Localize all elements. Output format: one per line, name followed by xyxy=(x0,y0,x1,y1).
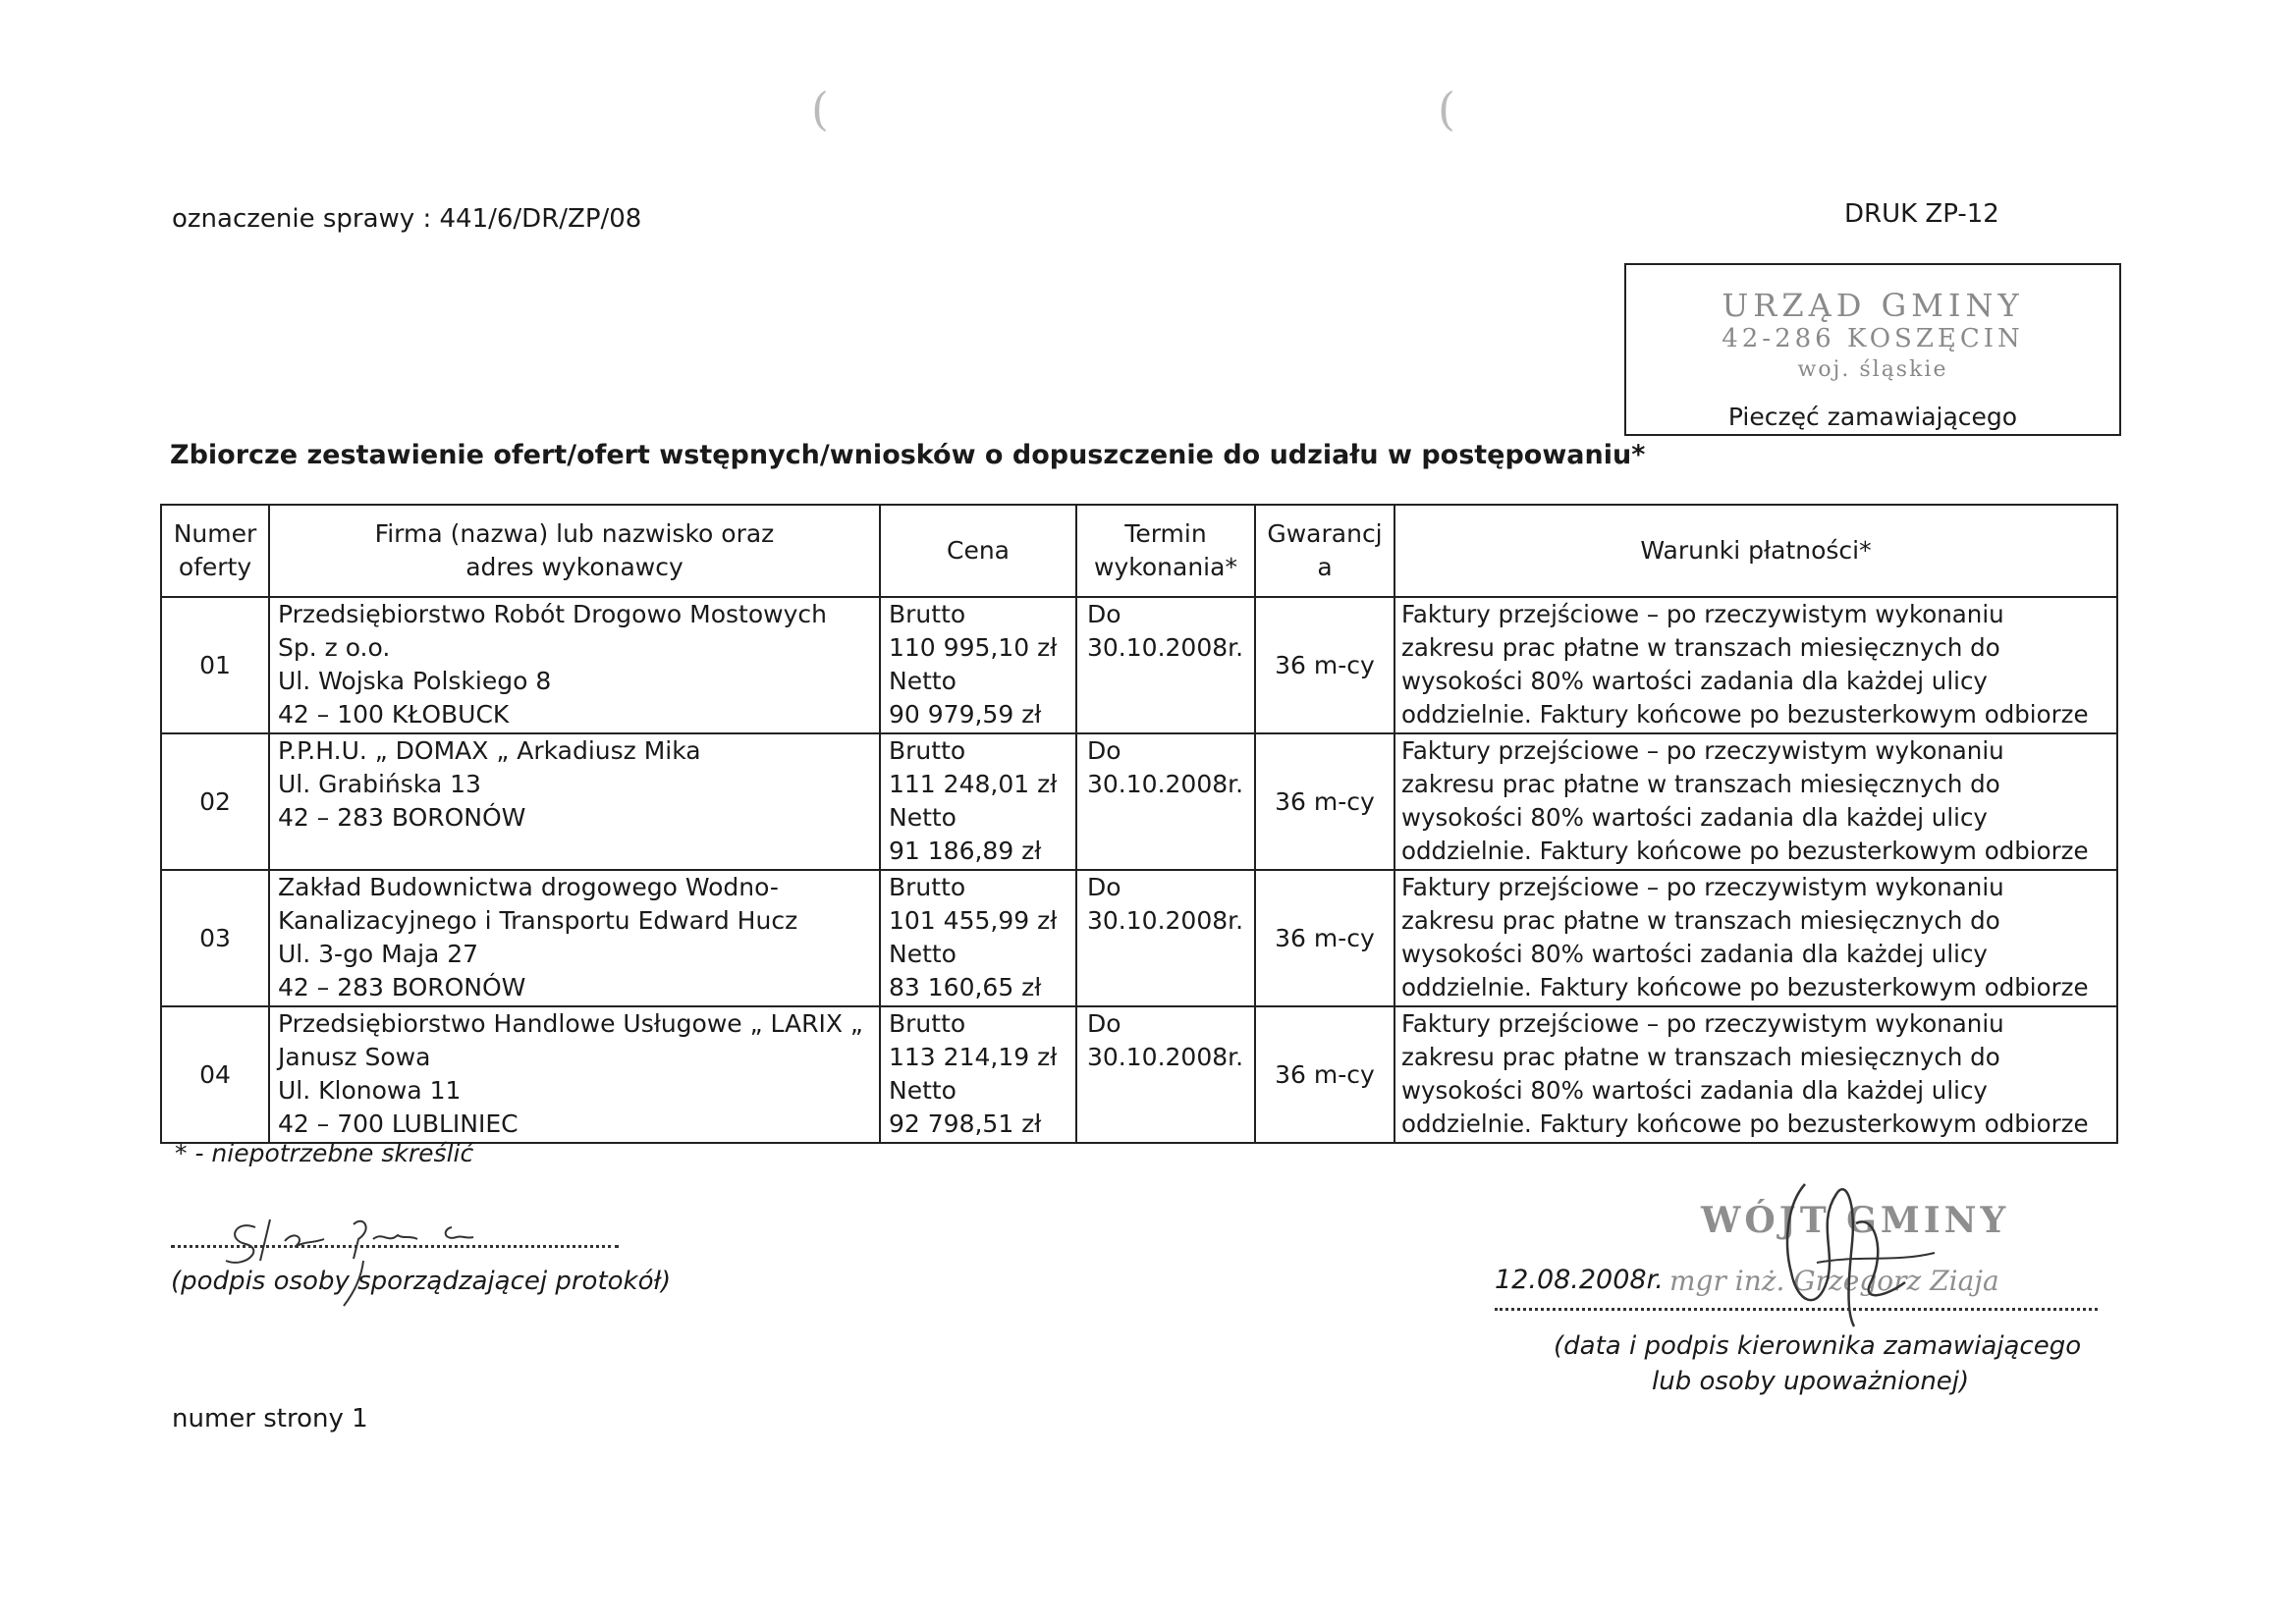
payment-line: zakresu prac płatne w transzach miesięcznych do xyxy=(1401,1043,2000,1071)
payment-line: zakresu prac płatne w transzach miesięcznych do xyxy=(1401,633,2000,662)
stamp-line-office: URZĄD GMINY xyxy=(1722,287,2024,324)
mayor-handwritten-signature xyxy=(1758,1164,1954,1331)
price-line: Netto xyxy=(889,940,957,968)
company-line xyxy=(278,835,871,868)
company-line: Kanalizacyjnego i Transportu Edward Hucz xyxy=(278,906,798,935)
stamp-caption: Pieczęć zamawiającego xyxy=(1727,403,2018,431)
company-line: Ul. Wojska Polskiego 8 xyxy=(278,667,552,695)
price-cell xyxy=(880,733,1076,870)
company-line: Ul. Klonowa 11 xyxy=(278,1076,462,1105)
price-line: 83 160,65 zł xyxy=(889,973,1042,1001)
payment-line: oddzielnie. Faktury końcowe po bezusterkowym odbiorze xyxy=(1401,837,2089,865)
payment-terms-cell xyxy=(1394,597,2117,733)
warranty-cell xyxy=(1255,1006,1394,1143)
offers-table xyxy=(160,504,2118,1144)
term-line: Do xyxy=(1087,873,1121,901)
mayor-name-stamp: mgr inż. Grzegorz Ziaja xyxy=(1669,1265,1999,1297)
offer-number-cell xyxy=(161,597,269,733)
price-cell xyxy=(880,1006,1076,1143)
warranty-cell xyxy=(1255,870,1394,1006)
price-line: 110 995,10 zł xyxy=(889,633,1058,662)
header-price: Cena xyxy=(880,505,1076,597)
company-line: Sp. z o.o. xyxy=(278,633,391,662)
payment-terms-cell xyxy=(1394,1006,2117,1143)
scan-mark-left: ( xyxy=(811,82,829,135)
footnote: * - niepotrzebne skreślić xyxy=(175,1139,474,1167)
payment-terms-cell xyxy=(1394,733,2117,870)
price-line: Netto xyxy=(889,1076,957,1105)
warranty-value: 36 m-cy xyxy=(1275,650,1375,679)
term-cell xyxy=(1076,870,1255,1006)
payment-line: wysokości 80% wartości zadania dla każdej ulicy xyxy=(1401,667,1988,695)
price-cell xyxy=(880,597,1076,733)
term-line: Do xyxy=(1087,736,1121,765)
company-line: P.P.H.U. „ DOMAX „ Arkadiusz Mika xyxy=(278,736,701,765)
scan-mark-right: ( xyxy=(1438,82,1455,135)
company-line: Przedsiębiorstwo Handlowe Usługowe „ LARIX „ xyxy=(278,1009,863,1038)
term-cell xyxy=(1076,597,1255,733)
company-cell xyxy=(269,597,880,733)
payment-line: wysokości 80% wartości zadania dla każdej ulicy xyxy=(1401,1076,1988,1105)
payment-line: zakresu prac płatne w transzach miesięcznych do xyxy=(1401,770,2000,798)
term-line: 30.10.2008r. xyxy=(1087,906,1244,935)
price-line: Brutto xyxy=(889,1009,966,1038)
company-line: Przedsiębiorstwo Robót Drogowo Mostowych xyxy=(278,600,827,628)
table-row xyxy=(161,870,2117,1006)
offer-number-cell xyxy=(161,870,269,1006)
header-number: Numer oferty xyxy=(161,505,269,597)
price-line: Brutto xyxy=(889,873,966,901)
company-cell xyxy=(269,733,880,870)
stamp-line-postcode: 42-286 KOSZĘCIN xyxy=(1722,324,2024,353)
term-cell xyxy=(1076,733,1255,870)
company-cell xyxy=(269,870,880,1006)
payment-line: wysokości 80% wartości zadania dla każdej ulicy xyxy=(1401,940,1988,968)
company-line: 42 – 700 LUBLINIEC xyxy=(278,1109,519,1138)
warranty-value: 36 m-cy xyxy=(1275,923,1375,952)
payment-line: Faktury przejściowe – po rzeczywistym wykonaniu xyxy=(1401,1009,2004,1038)
company-line: Ul. 3-go Maja 27 xyxy=(278,940,479,968)
price-line: Brutto xyxy=(889,600,966,628)
warranty-cell xyxy=(1255,733,1394,870)
header-company: Firma (nazwa) lub nazwisko oraz adres wykonawcy xyxy=(269,505,880,597)
payment-line: oddzielnie. Faktury końcowe po bezusterkowym odbiorze xyxy=(1401,973,2089,1001)
term-line: 30.10.2008r. xyxy=(1087,633,1244,662)
header-term: Termin wykonania* xyxy=(1076,505,1255,597)
offer-number: 02 xyxy=(199,786,231,816)
payment-terms-cell xyxy=(1394,870,2117,1006)
stamp-line-voivodeship: woj. śląskie xyxy=(1797,357,1948,382)
warranty-cell xyxy=(1255,597,1394,733)
company-line: Ul. Grabińska 13 xyxy=(278,770,481,798)
payment-line: zakresu prac płatne w transzach miesięcznych do xyxy=(1401,906,2000,935)
case-reference: oznaczenie sprawy : 441/6/DR/ZP/08 xyxy=(172,204,642,234)
payment-line: Faktury przejściowe – po rzeczywistym wykonaniu xyxy=(1401,873,2004,901)
warranty-value: 36 m-cy xyxy=(1275,1059,1375,1089)
company-line: 42 – 283 BORONÓW xyxy=(278,803,526,832)
offer-number: 01 xyxy=(199,650,231,679)
term-line: 30.10.2008r. xyxy=(1087,770,1244,798)
offer-number-cell xyxy=(161,733,269,870)
price-line: 113 214,19 zł xyxy=(889,1043,1058,1071)
company-line: Zakład Budownictwa drogowego Wodno- xyxy=(278,873,779,901)
page-number: numer strony 1 xyxy=(172,1404,368,1434)
term-line: Do xyxy=(1087,1009,1121,1038)
offer-number: 04 xyxy=(199,1059,231,1089)
company-line: 42 – 100 KŁOBUCK xyxy=(278,700,510,729)
signing-date: 12.08.2008r. xyxy=(1495,1265,1664,1295)
price-line: Netto xyxy=(889,667,957,695)
price-line: Netto xyxy=(889,803,957,832)
price-cell xyxy=(880,870,1076,1006)
payment-line: oddzielnie. Faktury końcowe po bezusterkowym odbiorze xyxy=(1401,700,2089,729)
term-line: Do xyxy=(1087,600,1121,628)
price-line: 92 798,51 zł xyxy=(889,1109,1042,1138)
table-row xyxy=(161,733,2117,870)
company-line: 42 – 283 BORONÓW xyxy=(278,973,526,1001)
table-row xyxy=(161,597,2117,733)
price-line: 101 455,99 zł xyxy=(889,906,1058,935)
payment-line: Faktury przejściowe – po rzeczywistym wykonaniu xyxy=(1401,600,2004,628)
offer-number-cell xyxy=(161,1006,269,1143)
warranty-value: 36 m-cy xyxy=(1275,786,1375,816)
preparer-signature-label: (podpis osoby sporządzającej protokół) xyxy=(171,1267,672,1296)
payment-line: oddzielnie. Faktury końcowe po bezusterkowym odbiorze xyxy=(1401,1109,2089,1138)
table-header-row xyxy=(161,505,2117,597)
preparer-signature-line xyxy=(171,1245,619,1248)
mayor-stamp: WÓJT GMINY xyxy=(1701,1200,2010,1241)
offer-number: 03 xyxy=(199,923,231,952)
document-title: Zbiorcze zestawienie ofert/ofert wstępnych/wniosków o dopuszczenie do udziału w postępowaniu* xyxy=(170,440,1646,470)
price-line: Brutto xyxy=(889,736,966,765)
price-line: 111 248,01 zł xyxy=(889,770,1058,798)
price-line: 91 186,89 zł xyxy=(889,837,1042,865)
manager-signature-line xyxy=(1495,1308,2098,1311)
payment-line: wysokości 80% wartości zadania dla każdej ulicy xyxy=(1401,803,1988,832)
orderer-stamp-box xyxy=(1624,263,2121,436)
payment-line: Faktury przejściowe – po rzeczywistym wykonaniu xyxy=(1401,736,2004,765)
manager-signature-label-line1: (data i podpis kierownika zamawiającego xyxy=(1554,1331,2082,1361)
manager-signature-label-line2: lub osoby upoważnionej) xyxy=(1652,1367,1970,1396)
table-row xyxy=(161,1006,2117,1143)
price-line: 90 979,59 zł xyxy=(889,700,1042,729)
term-line: 30.10.2008r. xyxy=(1087,1043,1244,1071)
term-cell xyxy=(1076,1006,1255,1143)
header-warranty: Gwarancj a xyxy=(1255,505,1394,597)
header-payment: Warunki płatności* xyxy=(1394,505,2117,597)
company-line: Janusz Sowa xyxy=(278,1043,431,1071)
form-code: DRUK ZP-12 xyxy=(1844,199,1999,229)
company-cell xyxy=(269,1006,880,1143)
